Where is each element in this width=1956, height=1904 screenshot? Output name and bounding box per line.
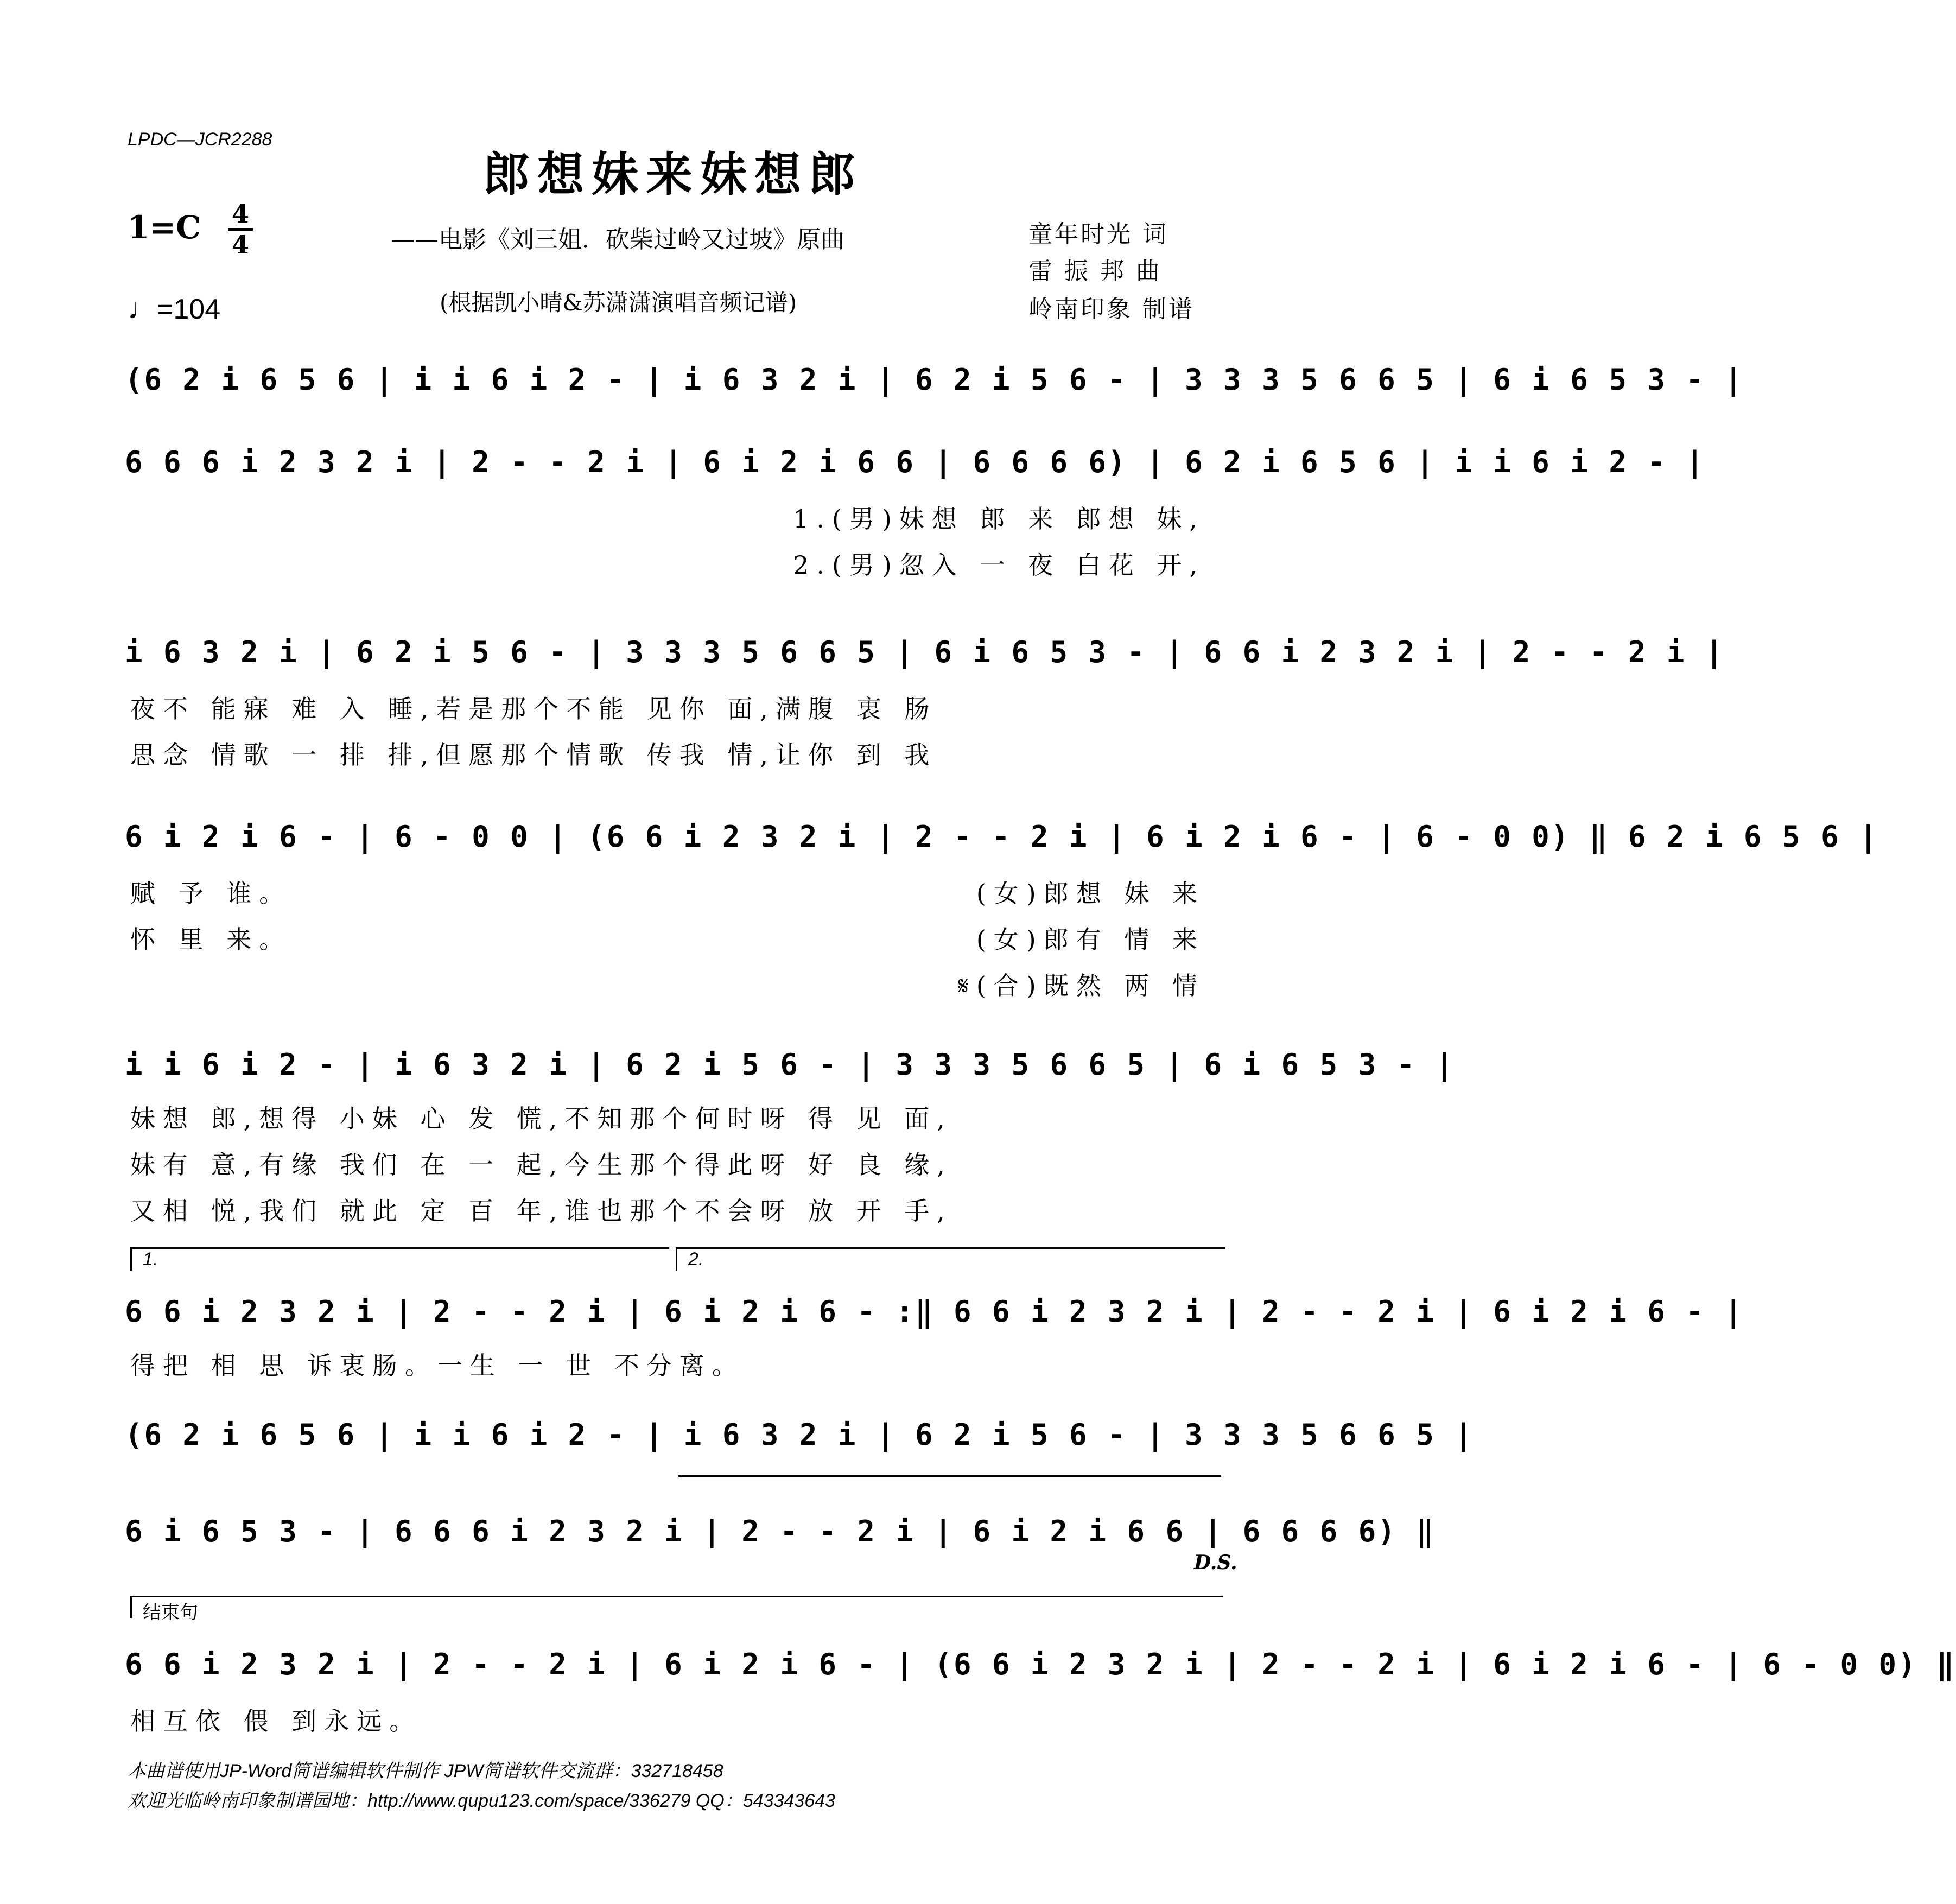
tempo-value: =104 (157, 294, 221, 325)
composer-credit: 雷 振 邦 曲 (1028, 257, 1162, 285)
lyricist-credit: 童年时光 词 (1028, 220, 1168, 248)
quarter-note-icon: ♩ (128, 293, 157, 325)
lyric-line-3-verse2: 思念 情歌 一 排 排,但愿那个情歌 传我 情,让你 到 我 (130, 740, 937, 770)
score-line-8: 6 i 6 5 3 - | 6 6 6 i 2 3 2 i | 2 - - 2 i | 6 i 2 i 6 6 | 6 6 6 6) ‖ (125, 1514, 1436, 1548)
song-title: 郎想妹来妹想郎 (483, 147, 863, 202)
repeat-bracket (678, 1475, 1221, 1477)
subtitle: ——电影《刘三姐．砍柴过岭又过坡》原曲 (391, 226, 844, 253)
coda-bracket: 结束句 (130, 1596, 1223, 1618)
lyric-line-4-chorus: 𝄋(合)既然 两 情 (958, 971, 1205, 1000)
lyric-line-5-verse2: 妹有 意,有缘 我们 在 一 起,今生那个得此呀 好 良 缘, (130, 1150, 952, 1179)
score-line-coda: 6 6 i 2 3 2 i | 2 - - 2 i | 6 i 2 i 6 - | (6 6 i 2 3 2 i | 2 - - 2 i | 6 i 2 i 6 - | 6 - 0 0) ‖ (125, 1647, 1956, 1681)
volta-second-ending: 2. (676, 1247, 1225, 1271)
time-bottom: 4 (231, 230, 249, 259)
lyric-line-6: 得把 相 思 诉衷肠。一生 一 世 不分离。 (130, 1351, 745, 1380)
score-line-3: i 6 3 2 i | 6 2 i 5 6 - | 3 3 3 5 6 6 5 | 6 i 6 5 3 - | 6 6 i 2 3 2 i | 2 - - 2 i | (125, 635, 1725, 669)
lyric-line-4-verse1: 赋 予 谁。 (130, 879, 292, 908)
footer-website-note: 欢迎光临岭南印象制谱园地：http://www.qupu123.com/space/336279 QQ：543343643 (128, 1791, 835, 1811)
score-line-7: (6 2 i 6 5 6 | i i 6 i 2 - | i 6 3 2 i | 6 2 i 5 6 - | 3 3 3 5 6 6 5 | (125, 1418, 1474, 1452)
score-line-4: 6 i 2 i 6 - | 6 - 0 0 | (6 6 i 2 3 2 i | 2 - - 2 i | 6 i 2 i 6 - | 6 - 0 0) ‖ 6 2 i 6 5 6 | (125, 820, 1879, 854)
lyric-line-3-verse1: 夜不 能寐 难 入 睡,若是那个不能 见你 面,满腹 衷 肠 (130, 694, 937, 723)
lyric-line-coda: 相互依 偎 到永远。 (130, 1706, 422, 1736)
lyric-line-4-female1: (女)郎想 妹 来 (976, 879, 1205, 908)
arranger-credit: 岭南印象 制谱 (1028, 295, 1195, 323)
lyric-line-5-verse1: 妹想 郎,想得 小妹 心 发 慌,不知那个何时呀 得 见 面, (130, 1104, 952, 1133)
lyric-line-4-verse2: 怀 里 来。 (130, 925, 292, 954)
time-top: 4 (231, 199, 249, 229)
score-line-5: i i 6 i 2 - | i 6 3 2 i | 6 2 i 5 6 - | 3 3 3 5 6 6 5 | 6 i 6 5 3 - | (125, 1048, 1455, 1082)
lyric-line-5-verse3: 又相 悦,我们 就此 定 百 年,谁也那个不会呀 放 开 手, (130, 1196, 952, 1226)
volta-first-ending: 1. (130, 1247, 669, 1271)
lyric-line-2-verse1: 1.(男)妹想 郎 来 郎想 妹, (793, 504, 1205, 534)
tempo-marking (128, 292, 220, 326)
score-line-1: (6 2 i 6 5 6 | i i 6 i 2 - | i 6 3 2 i | 6 2 i 5 6 - | 3 3 3 5 6 6 5 | 6 i 6 5 3 - | (125, 363, 1744, 397)
source-note: (根据凯小晴&苏潇潇演唱音频记谱) (440, 289, 797, 316)
lyric-line-4-female2: (女)郎有 情 来 (976, 925, 1205, 954)
time-signature (227, 201, 254, 258)
key-signature: 1=C (128, 209, 201, 246)
lyric-line-2-verse2: 2.(男)忽入 一 夜 白花 开, (793, 550, 1205, 580)
dal-segno-marking: D.S. (1194, 1551, 1237, 1574)
footer-software-note: 本曲谱使用JP-Word简谱编辑软件制作 JPW简谱软件交流群：332718458 (128, 1761, 723, 1781)
score-line-2: 6 6 6 i 2 3 2 i | 2 - - 2 i | 6 i 2 i 6 6 | 6 6 6 6) | 6 2 i 6 5 6 | i i 6 i 2 - | (125, 445, 1705, 479)
score-code: LPDC—JCR2288 (128, 129, 272, 150)
score-line-6: 6 6 i 2 3 2 i | 2 - - 2 i | 6 i 2 i 6 - :‖ 6 6 i 2 3 2 i | 2 - - 2 i | 6 i 2 i 6 - | (125, 1294, 1744, 1329)
